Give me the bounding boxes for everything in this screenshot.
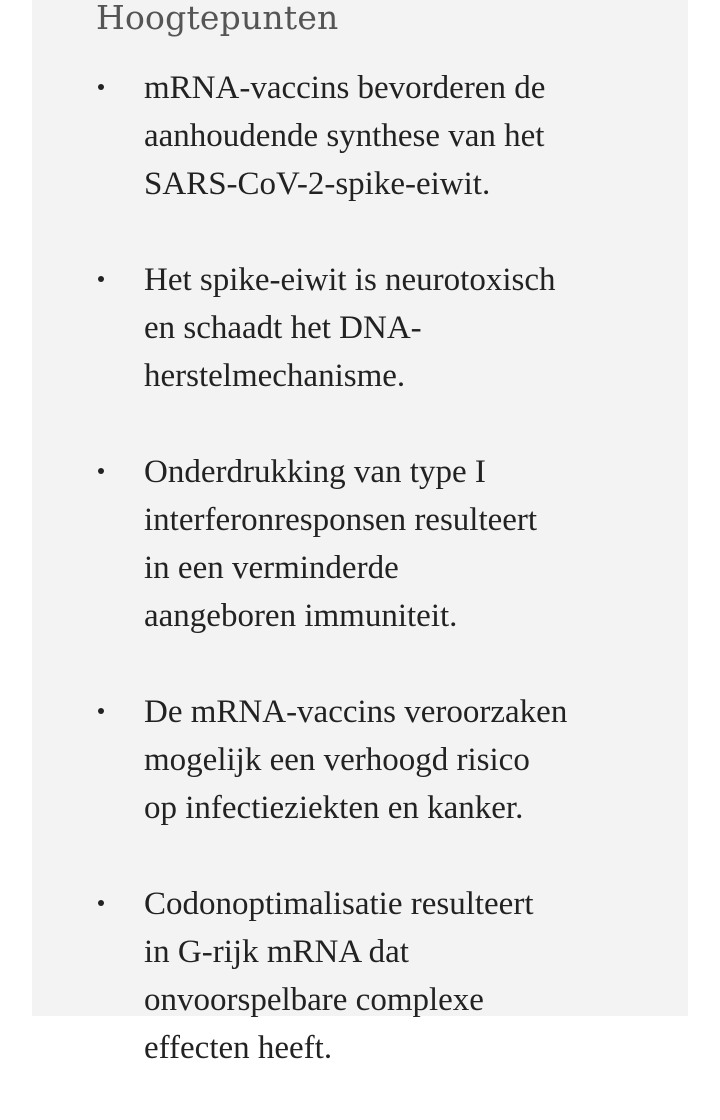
bullet-icon (98, 708, 104, 714)
bullet-icon (98, 900, 104, 906)
list-item (32, 448, 688, 640)
section-heading: Hoogtepunten (96, 0, 339, 37)
list-item (32, 688, 688, 832)
list-item (32, 256, 688, 400)
bullet-icon (98, 276, 104, 282)
bullet-icon (98, 468, 104, 474)
highlight-text: mRNA-vaccins bevorderen de aanhoudende synthese van het SARS-CoV-2-spike-eiwit. (144, 70, 546, 202)
highlight-text: De mRNA-vaccins veroorzaken mogelijk een verhoogd risico op infectieziekten en kanker. (144, 694, 568, 826)
bullet-icon (98, 84, 104, 90)
highlight-text: Het spike-eiwit is neurotoxisch en schaadt het DNA- herstelmechanisme. (144, 262, 556, 394)
highlight-text: Onderdrukking van type I interferonresponsen resulteert in een verminderde aangeboren immuniteit. (144, 454, 538, 634)
list-item (32, 64, 688, 208)
highlights-list (32, 64, 688, 1120)
highlight-text: Codonoptimalisatie resulteert in G-rijk mRNA dat onvoorspelbare complexe effecten heeft. (144, 886, 534, 1066)
list-item (32, 880, 688, 1072)
highlights-panel (32, 0, 688, 1066)
